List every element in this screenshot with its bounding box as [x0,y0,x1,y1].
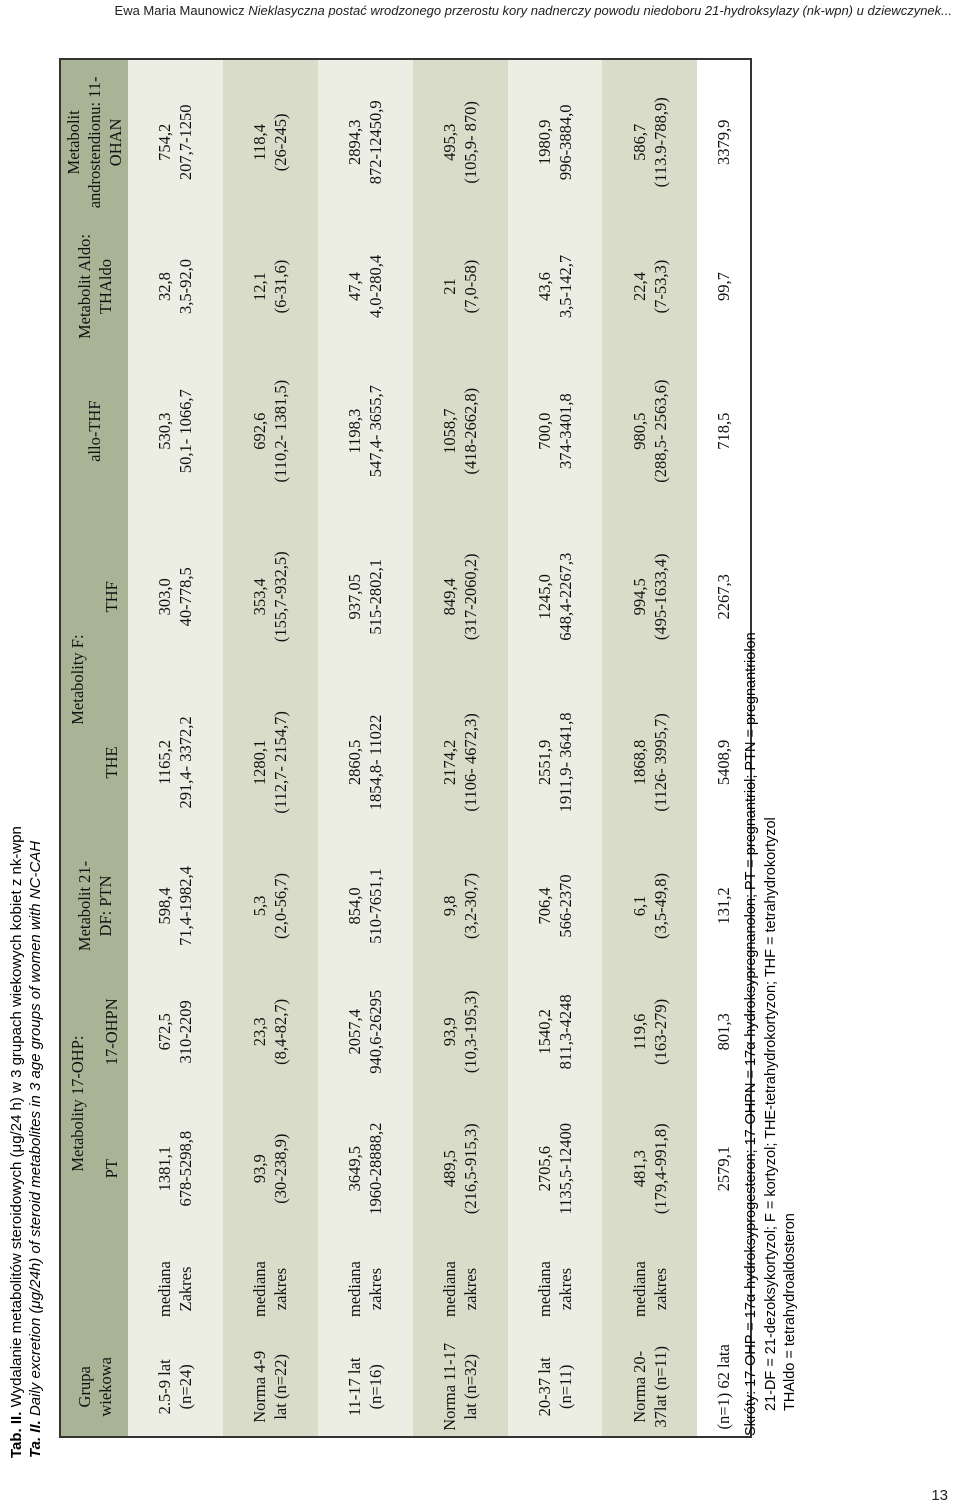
value-cell-ohan [223,59,318,225]
median-value: 1198,3 [345,408,365,454]
value-cell-pt [413,1097,508,1241]
value-cell-allo [128,348,223,514]
median-value: 3379,9 [714,119,734,166]
stat-label-median: mediana [535,1261,554,1318]
range-value: (418-2662,8) [461,387,481,475]
stat-label-range: zakres [650,1268,670,1311]
caption-english [27,841,44,1458]
range-value: 3,5-92,0 [176,259,196,315]
median-value: 495,3 [440,123,460,161]
value-cell-allo [413,348,508,514]
range-value: (3,2-30,7) [461,872,481,939]
value-cell-thaldo [697,225,751,349]
header-author: Ewa Maria Maunowicz [114,3,245,18]
value-cell-ptn [223,845,318,966]
value-cell-thaldo [223,225,318,349]
stat-label-cell [223,1240,318,1337]
median-value: 700,0 [535,412,554,450]
range-value: (3,5-49,8) [650,872,670,939]
value-cell-allo [318,348,413,514]
header-row-top [60,59,95,1437]
col-aldo-header: Metabolit Aldo: THAldo [60,225,128,349]
stat-label-median: mediana [250,1261,270,1318]
value-cell-ohan [413,59,508,225]
value-cell-pt [128,1097,223,1241]
stat-label-cell [318,1240,413,1337]
median-value: 718,5 [714,412,734,450]
stat-label-median: mediana [629,1261,649,1318]
value-cell-thf [128,514,223,680]
median-value: 118,4 [250,124,270,161]
median-value: 93,9 [250,1154,270,1184]
caption-polish [8,826,25,1458]
range-value: (155,7-932,5) [271,551,291,643]
median-value: 692,6 [250,412,270,450]
caption-english-label: Ta. II. [27,1420,44,1458]
col-ohan-header: Metabolit androstendionu: 11-OHAN [60,59,128,225]
col-f-header: Metabolity F: [60,514,95,845]
value-cell-thf [602,514,697,680]
median-value: 1540,2 [535,1009,554,1055]
range-value: 872-12450,9 [366,100,386,185]
range-value: 207,7-1250 [176,104,196,181]
value-cell-ohan [602,59,697,225]
group-cell: 11-17 lat (n=16) [318,1338,413,1437]
median-value: 706,4 [535,887,554,925]
median-value: 1381,1 [155,1146,175,1192]
range-value: 1911,9- 3641,8 [556,712,575,813]
rotated-page [2,53,960,1478]
table-body [128,59,751,1437]
range-value: (317-2060,2) [461,553,481,641]
value-cell-ohan [318,59,413,225]
range-value: 811,3-4248 [556,994,575,1070]
range-value: (1106- 4672,3) [461,713,481,812]
value-cell-ohpn [318,967,413,1097]
median-value: 2057,4 [345,1009,365,1055]
stat-label-cell [508,1240,603,1337]
median-value: 9,8 [440,895,460,917]
value-cell-thf [508,514,603,680]
range-value: (2,0-56,7) [271,872,291,939]
median-value: 1868,8 [629,739,649,786]
median-value: 32,8 [155,272,175,301]
group-cell: 20-37 lat (n=11) [508,1338,603,1437]
median-value: 22,4 [629,272,649,301]
median-value: 2174,2 [440,739,460,786]
median-value: 131,2 [714,887,734,925]
range-value: 515-2802,1 [366,558,386,635]
range-value: (30-238,9) [271,1133,291,1204]
value-cell-ohan [697,59,751,225]
value-cell-thaldo [128,225,223,349]
range-value: 1960-28888,2 [366,1122,386,1215]
value-cell-thf [318,514,413,680]
stat-label-range: zakres [461,1268,481,1311]
stat-label-cell [413,1240,508,1337]
value-cell-ptn [413,845,508,966]
value-cell-ohpn [223,967,318,1097]
range-value: (179,4-991,8) [650,1123,670,1215]
value-cell-allo [697,348,751,514]
range-value: (1126- 3995,7) [650,713,670,812]
value-cell-ohpn [508,967,603,1097]
value-cell-thaldo [318,225,413,349]
value-cell-pt [223,1097,318,1241]
value-cell-ohpn [128,967,223,1097]
median-value: 801,3 [714,1013,734,1051]
value-cell-ohan [128,59,223,225]
median-value: 598,4 [155,887,175,925]
col-allo-header: allo-THF [60,348,128,514]
value-cell-thaldo [508,225,603,349]
range-value: 310-2209 [176,1000,196,1064]
table-row [318,59,413,1437]
steroid-metabolites-table [59,58,752,1438]
page-number: 13 [931,1487,948,1504]
range-value: 50,1- 1066,7 [176,389,196,474]
median-value: 980,5 [629,412,649,450]
median-value: 2705,6 [535,1146,554,1192]
table-row [223,59,318,1437]
footnote-line-3: THAldo = tetrahydroaldosteron [782,1213,798,1411]
median-value: 353,4 [250,578,270,616]
stat-label-cell [602,1240,697,1337]
value-cell-the [508,680,603,846]
range-value: (216,5-915,3) [461,1123,481,1215]
table-row [413,59,508,1437]
range-value: (8,4-82,7) [271,998,291,1065]
group-cell: Norma 4-9 lat (n=22) [223,1338,318,1437]
range-value: 1135,5-12400 [556,1122,575,1215]
range-value: 648,4-2267,3 [556,552,575,641]
range-value: 3,5-142,7 [556,254,575,319]
range-value: (163-279) [650,998,670,1065]
value-cell-ptn [508,845,603,966]
median-value: 2894,3 [345,119,365,166]
value-cell-the [602,680,697,846]
running-header [115,3,952,18]
value-cell-allo [223,348,318,514]
median-value: 849,4 [440,578,460,616]
range-value: 547,4- 3655,7 [366,385,386,478]
stat-label-cell [128,1240,223,1337]
range-value: (7,0-58) [461,259,481,314]
median-value: 2551,9 [535,739,554,786]
group-cell: Norma 20-37lat (n=11) [602,1338,697,1437]
median-value: 1058,7 [440,408,460,454]
median-value: 3649,5 [345,1146,365,1192]
value-cell-ohpn [413,967,508,1097]
caption-polish-label: Tab. II. [8,1411,25,1458]
table-row [128,59,223,1437]
range-value: (105,9- 870) [461,101,481,184]
median-value: 99,7 [714,272,734,301]
median-value: 21 [440,278,460,295]
value-cell-ohpn [602,967,697,1097]
median-value: 2860,5 [345,739,365,786]
range-value: (110,2- 1381,5) [271,379,291,483]
median-value: 481,3 [629,1150,649,1188]
range-value: (26-245) [271,113,291,172]
median-value: 672,5 [155,1013,175,1051]
median-value: 6,1 [629,895,649,917]
stat-label-median: mediana [440,1261,460,1318]
stat-label-median: mediana [345,1261,365,1318]
footnote-line-2: 21-DF = 21-dezoksykortyzol; F = kortyzol; THE-tetrahydrokortyzon; THF = tetrahydrokortyzol [762,817,779,1411]
median-value: 1980,9 [535,119,554,166]
range-value: 71,4-1982,4 [176,866,196,946]
median-value: 994,5 [629,578,649,616]
median-value: 937,05 [345,574,365,620]
range-value: (495-1633,4) [650,553,670,641]
col-pt-header: PT [95,1097,128,1241]
col-ohpn-header: 17-OHPN [95,967,128,1097]
stat-label-range: zakres [366,1268,386,1311]
range-value: 678-5298,8 [176,1130,196,1207]
range-value: 996-3884,0 [556,104,575,181]
range-value: (10,3-195,3) [461,990,481,1074]
value-cell-ohan [508,59,603,225]
col-label-header [60,1240,128,1337]
value-cell-pt [602,1097,697,1241]
value-cell-the [413,680,508,846]
col-21df-header: Metabolit 21-DF: PTN [60,845,128,966]
median-value: 2579,1 [714,1146,734,1192]
range-value: 4,0-280,4 [366,254,386,319]
stat-label-median: mediana [155,1261,175,1318]
value-cell-ptn [602,845,697,966]
value-cell-thf [223,514,318,680]
range-value: 1854,8- 11022 [366,714,386,811]
caption-polish-text: Wydalanie metabolitów steroidowych (μg/24 h) w 3 grupach wiekowych kobiet z nk-wpn [8,826,25,1408]
value-cell-the [318,680,413,846]
range-value: (7-53,3) [650,259,670,314]
footnote-line-1: Skróty: 17-OHP = 17α-hydroksyprogesteron; 17-OHPN = 17α-hydroksypregnanolon; PT = pregnantriol; PTN = pregnantriolon [743,632,759,1436]
col-17ohp-header: Metabolity 17-OHP: [60,967,95,1241]
header-title: Nieklasyczna postać wrodzonego przerostu kory nadnerczy powodu niedoboru 21-hydroksylazy (nk-wpn) u dziewczynek... [248,3,952,18]
median-value: 47,4 [345,272,365,301]
median-value: 1165,2 [155,740,175,785]
median-value: 586,7 [629,123,649,161]
range-value: (112,7- 2154,7) [271,711,291,814]
value-cell-allo [508,348,603,514]
range-value: 291,4- 3372,2 [176,716,196,809]
range-value: (6-31,6) [271,259,291,314]
range-value: 510-7651,1 [366,868,386,944]
range-value: 40-778,5 [176,567,196,627]
value-cell-thaldo [413,225,508,349]
median-value: 5408,9 [714,739,734,786]
group-cell: Norma 11-17 lat (n=32) [413,1338,508,1437]
median-value: 2267,3 [714,574,734,620]
value-cell-pt [508,1097,603,1241]
value-cell-thaldo [602,225,697,349]
col-the-header: THE [95,680,128,846]
stat-label-range: zakres [556,1268,575,1311]
median-value: 1280,1 [250,739,270,786]
col-group-header: Grupa wiekowa [60,1338,128,1437]
value-cell-thf [413,514,508,680]
stat-label-range: Zakres [176,1266,196,1312]
median-value: 23,3 [250,1017,270,1047]
col-thf-header: THF [95,514,128,680]
range-value: (113.9-788,9) [650,97,670,188]
range-value: (288,5- 2563,6) [650,379,670,483]
value-cell-the [128,680,223,846]
median-value: 5,3 [250,895,270,917]
group-cell: (n=1) 62 lata [697,1338,751,1437]
median-value: 754,2 [155,123,175,161]
median-value: 43,6 [535,272,554,301]
abbreviations-footnote [742,632,801,1436]
median-value: 1245,0 [535,574,554,620]
caption-english-text: Daily excretion (μg/24h) of steroid metabolites in 3 age groups of women with NC-CAH [27,840,44,1417]
table-row [602,59,697,1437]
range-value: 566-2370 [556,874,575,938]
median-value: 530,3 [155,412,175,450]
range-value: 374-3401,8 [556,393,575,469]
median-value: 93,9 [440,1017,460,1047]
range-value: 940,6-26295 [366,989,386,1074]
value-cell-the [223,680,318,846]
value-cell-ptn [318,845,413,966]
value-cell-pt [318,1097,413,1241]
group-cell: 2.5-9 lat (n=24) [128,1338,223,1437]
median-value: 12,1 [250,272,270,301]
value-cell-allo [602,348,697,514]
stat-label-range: zakres [271,1268,291,1311]
median-value: 303,0 [155,578,175,616]
median-value: 489,5 [440,1150,460,1188]
table-row [508,59,603,1437]
median-value: 119,6 [629,1013,649,1051]
median-value: 854,0 [345,887,365,925]
value-cell-ptn [128,845,223,966]
